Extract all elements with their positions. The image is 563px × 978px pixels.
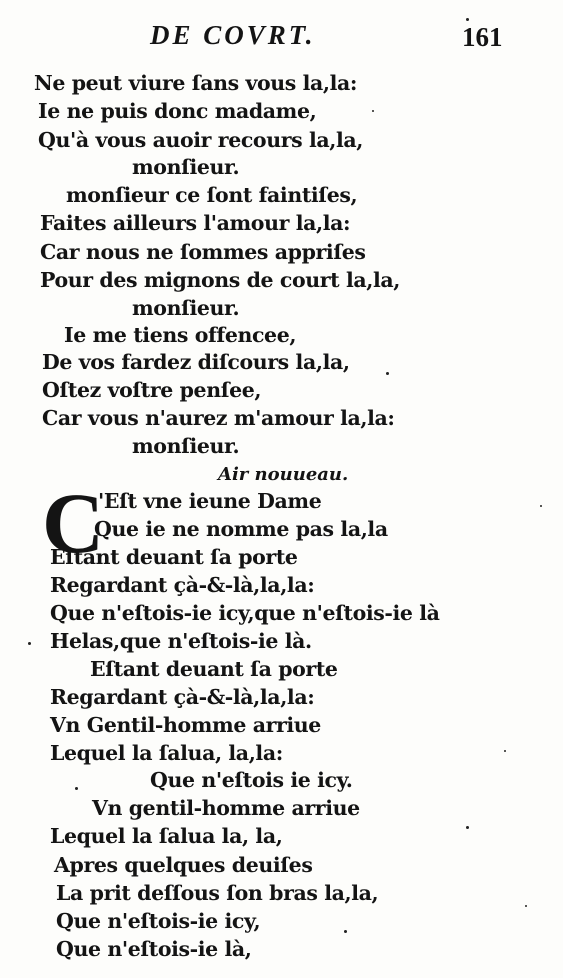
ink-speck [466,18,469,21]
song-title: Air nouueau. [218,464,349,485]
speaker-label: monſieur. [132,434,240,458]
verse-line: Lequel la ſalua, la,la: [50,741,283,765]
ink-speck [28,642,31,645]
ink-speck [540,505,542,507]
verse-line: Regardant çà-&-là,la,la: [50,573,315,597]
ink-speck [504,750,506,752]
running-head: DE COVRT. [150,20,316,50]
verse-line: Ie me tiens offencee, [64,323,297,347]
verse-line: Apres quelques deuiſes [54,853,313,877]
drop-cap: C [42,475,105,571]
verse-line: Pour des mignons de court la,la, [40,268,401,292]
ink-speck [372,110,374,112]
verse-line: De vos fardez diſcours la,la, [42,350,350,374]
verse-line: Vn gentil-homme arriue [92,796,360,820]
ink-speck [525,905,527,907]
verse-line: Eſtant deuant ſa porte [90,657,338,681]
verse-line: Ie ne puis donc madame, [38,99,317,123]
verse-line: Ne peut viure ſans vous la,la: [34,71,358,95]
verse-line: La prit deſſous ſon bras la,la, [56,881,379,905]
ink-speck [386,372,389,375]
verse-line: Que n'eſtois ie icy. [150,768,353,792]
ink-speck [344,930,347,933]
verse-line: 'Eſt vne ieune Dame [98,489,322,513]
verse-line: Car vous n'aurez m'amour la,la: [42,406,395,430]
ink-speck [75,787,78,790]
verse-line: Faites ailleurs l'amour la,la: [40,211,351,235]
verse-line: Car nous ne ſommes appriſes [40,240,366,264]
verse-line: Vn Gentil-homme arriue [50,713,321,737]
verse-line: Regardant çà-&-là,la,la: [50,685,315,709]
page-number: 161 [462,22,503,52]
verse-line: Eſtant deuant ſa porte [50,545,298,569]
verse-line: Que n'eſtois-ie là, [56,937,252,961]
verse-line: Qu'à vous auoir recours la,la, [38,128,364,152]
verse-line: Helas,que n'eſtois-ie là. [50,629,312,653]
verse-line: Oſtez voſtre penſee, [42,378,262,402]
verse-line: Que ie ne nomme pas la,la [94,517,388,541]
verse-line: monſieur ce ſont faintiſes, [66,183,358,207]
speaker-label: monſieur. [132,155,240,179]
speaker-label: monſieur. [132,296,240,320]
verse-line: Que n'eſtois-ie icy, [56,909,261,933]
verse-line: Lequel la ſalua la, la, [50,824,283,848]
verse-line: Que n'eſtois-ie icy,que n'eſtois-ie là [50,601,440,625]
ink-speck [466,826,469,829]
